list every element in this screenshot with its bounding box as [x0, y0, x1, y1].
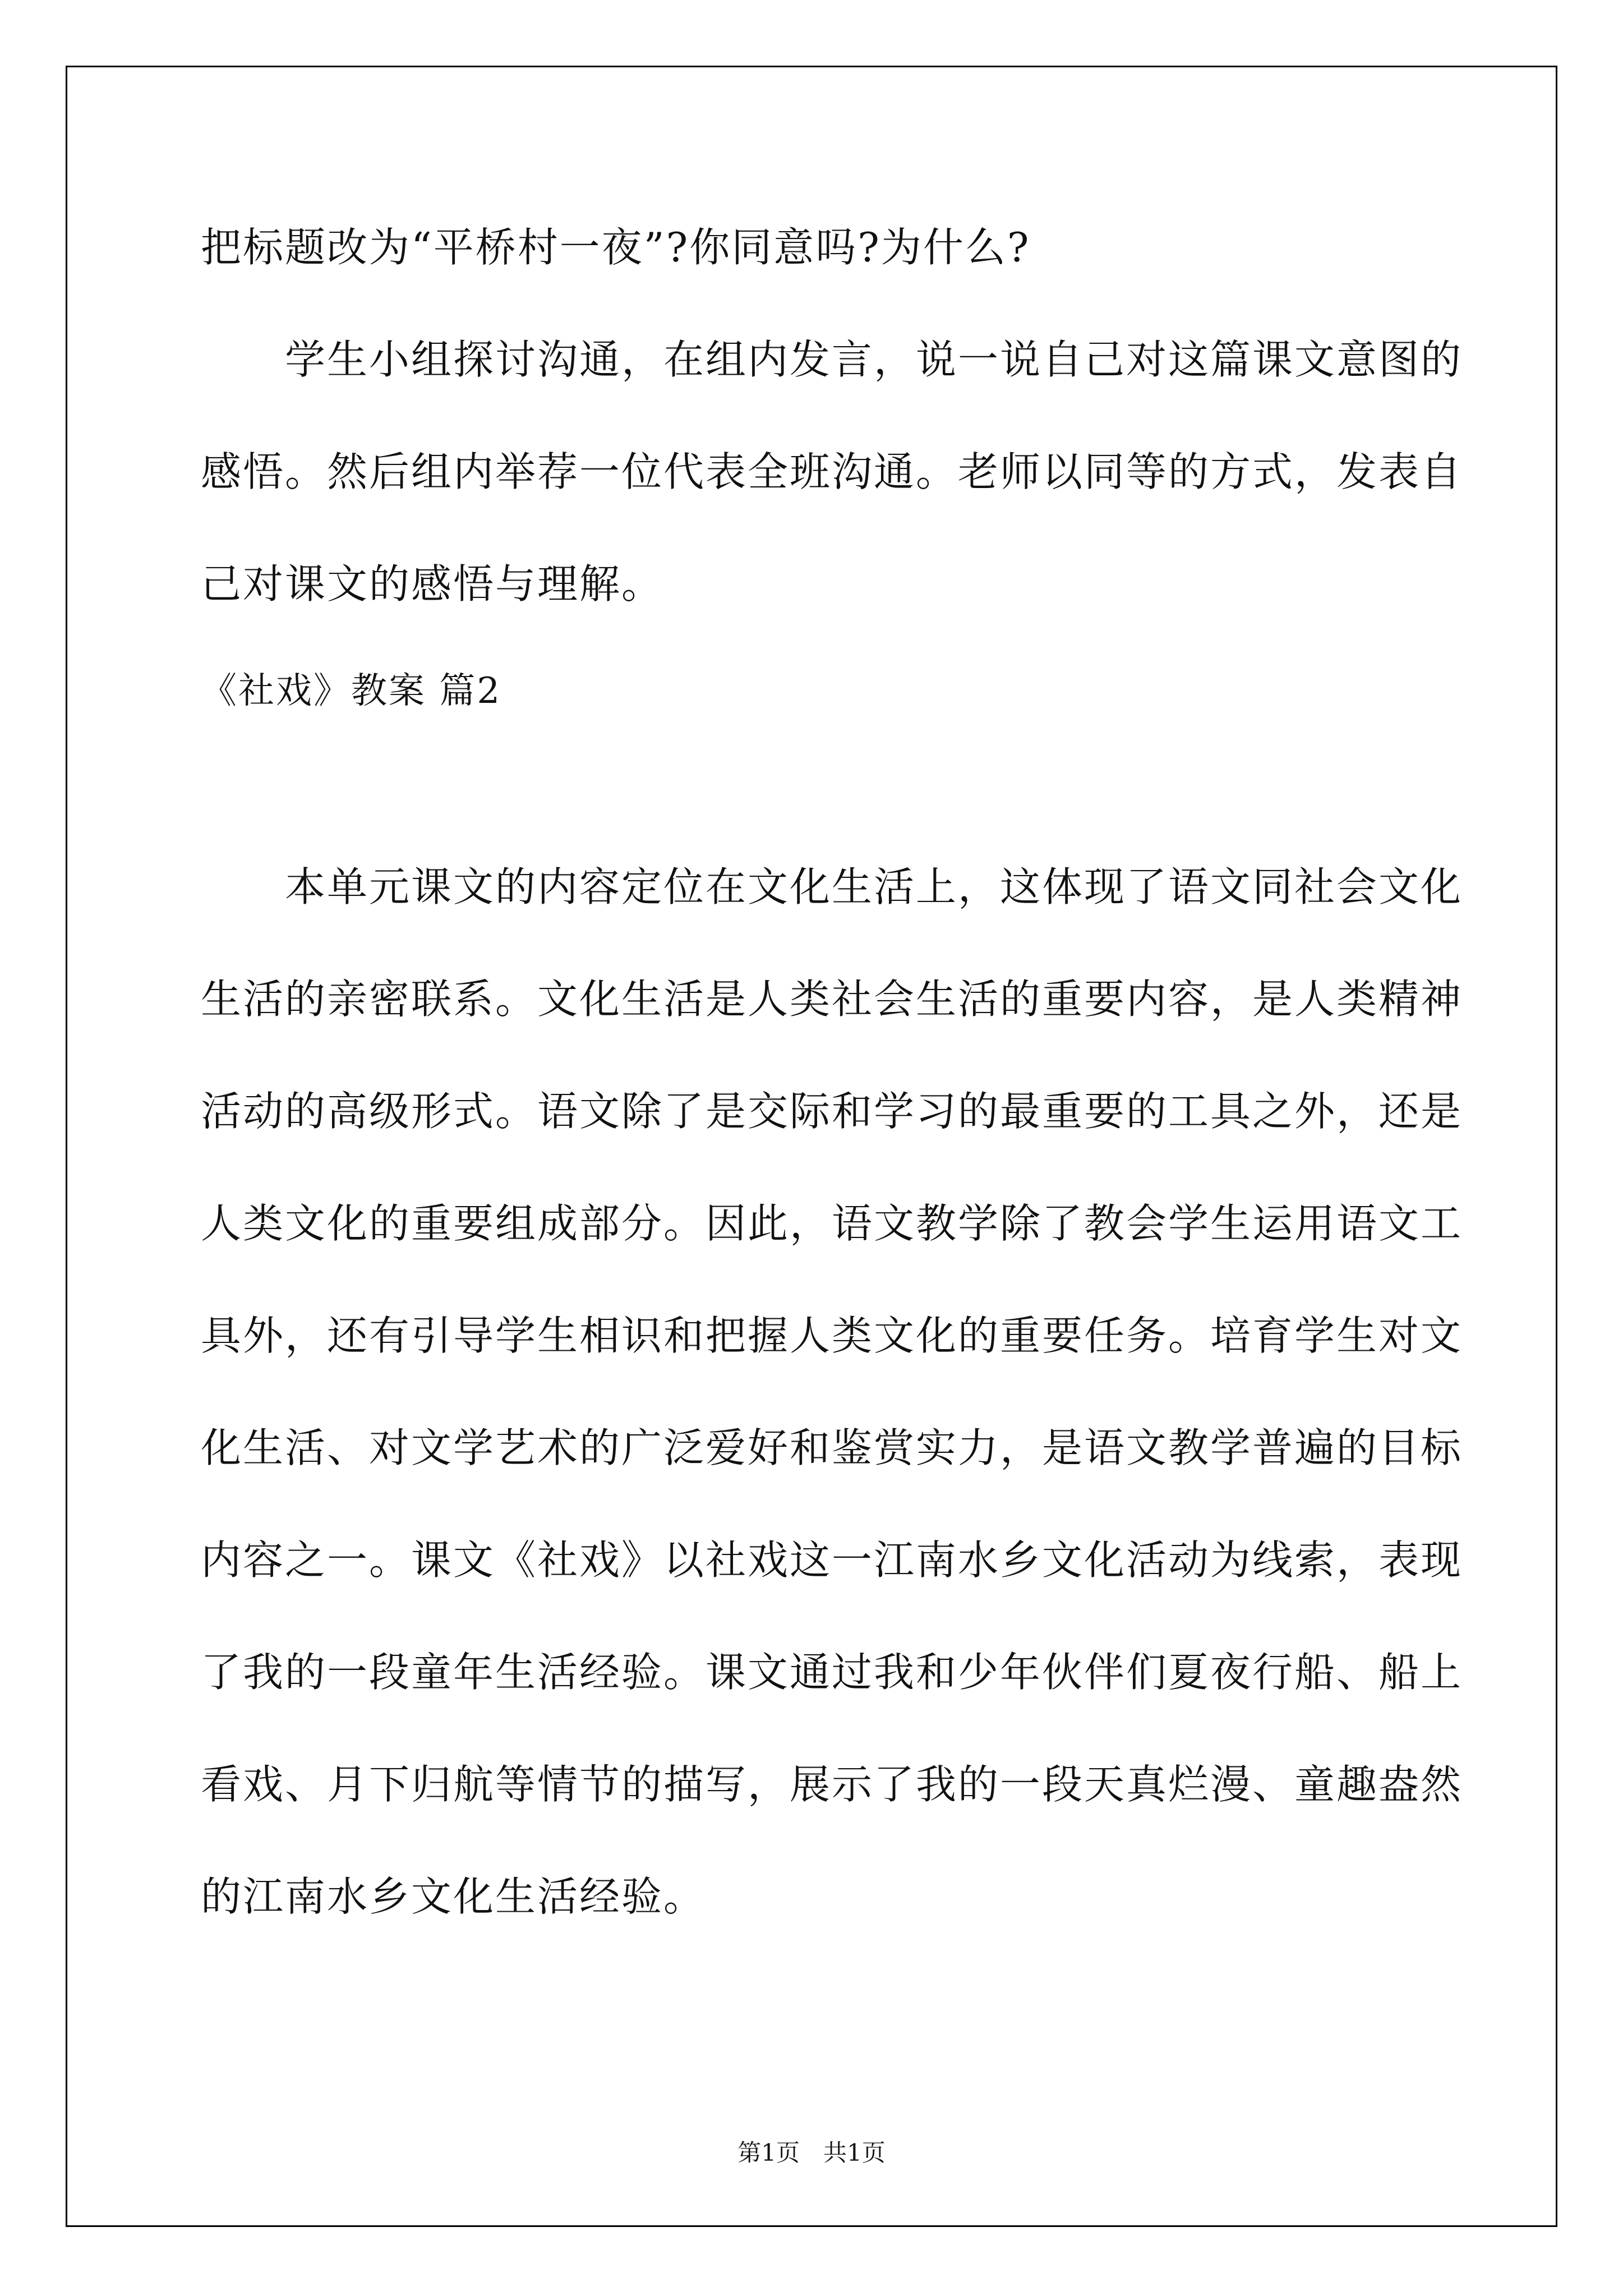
text-line: 本单元课文的内容定位在文化生活上，这体现了语文同社会文化: [201, 863, 1463, 910]
text-line: 的江南水乡文化生活经验。: [201, 1873, 706, 1920]
text-line: 了我的一段童年生活经验。课文通过我和少年伙伴们夏夜行船、船上: [201, 1649, 1463, 1696]
text-line: 人类文化的重要组成部分。因此，语文教学除了教会学生运用语文工: [201, 1200, 1463, 1247]
text-line: 化生活、对文学艺术的广泛爱好和鉴赏实力，是语文教学普遍的目标: [201, 1424, 1463, 1471]
page-footer: 第1页 共1页: [737, 2139, 886, 2166]
text-line: 学生小组探讨沟通，在组内发言，说一说自己对这篇课文意图的: [201, 336, 1463, 383]
text-line: 内容之一。课文《社戏》以社戏这一江南水乡文化活动为线索，表现: [201, 1536, 1463, 1584]
text-line: 把标题改为“平桥村一夜”?你同意吗?为什么?: [201, 224, 1031, 271]
text-line: 己对课文的感悟与理解。: [201, 560, 664, 608]
text-line: 活动的高级形式。语文除了是交际和学习的最重要的工具之外，还是: [201, 1088, 1463, 1135]
text-line: 生活的亲密联系。文化生活是人类社会生活的重要内容，是人类精神: [201, 976, 1463, 1023]
text-line: 具外，还有引导学生相识和把握人类文化的重要任务。培育学生对文: [201, 1312, 1463, 1359]
section-heading: 《社戏》教案 篇2: [201, 670, 502, 712]
text-line: 看戏、月下归航等情节的描写，展示了我的一段天真烂漫、童趣盎然: [201, 1761, 1463, 1808]
text-line: 感悟。然后组内举荐一位代表全班沟通。老师以同等的方式，发表自: [201, 448, 1463, 495]
